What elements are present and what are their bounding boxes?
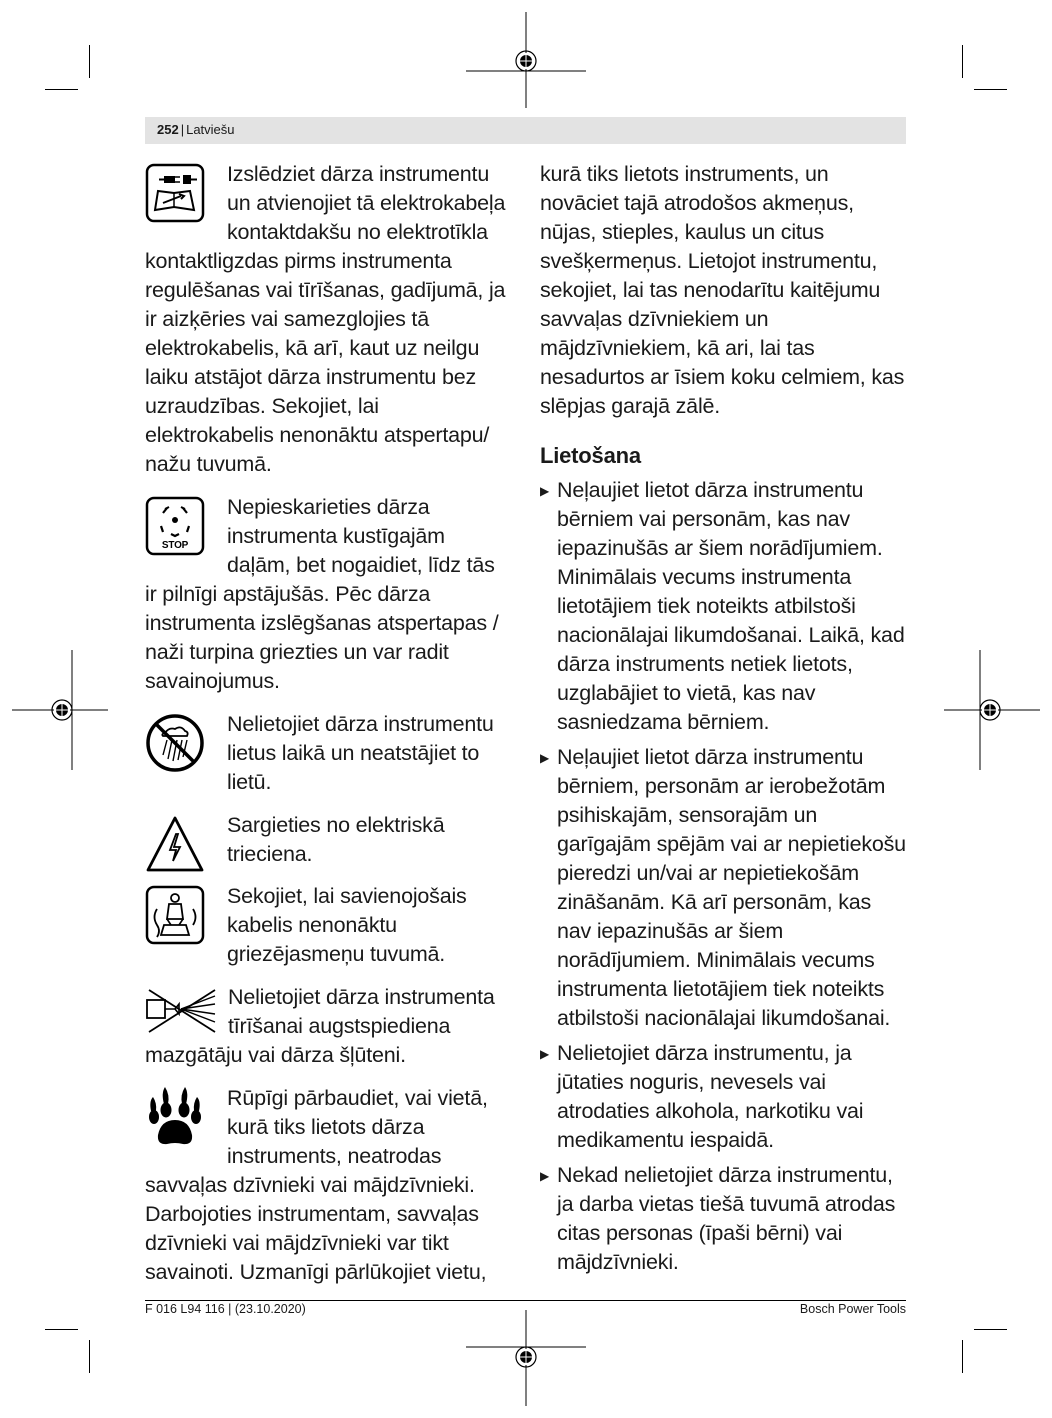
header-text xyxy=(157,122,235,137)
crop-mark xyxy=(45,1329,78,1330)
cable-text: Sekojiet, lai savienojošais kabelis nenonāktu griezējasmeņu tuvumā. xyxy=(227,884,467,966)
paw-icon xyxy=(145,1087,205,1147)
footer-brand: Bosch Power Tools xyxy=(799,1302,906,1316)
unplug-manual-icon xyxy=(145,163,205,223)
section-heading: Lietošana xyxy=(540,443,641,468)
animals-section xyxy=(145,1084,510,1287)
continuation-text: kurā tiks lietots instruments, un novāciet tajā atrodošos akmeņus, nūjas, stieples, kaulus un citus svešķermeņus. Lietojot instrumentu, sekojiet, lai tas nenodarītu kaitējumu savvaļas dzīvniekiem un mājdzīvniekiem, kā ari, lai tas nesadurtos ar īsiem koku celmiem, kas slēpjas garajā zālē. xyxy=(540,162,905,418)
electric-shock-text: Sargieties no elektriskā trieciena. xyxy=(227,813,445,866)
cable-operator-icon xyxy=(145,885,205,945)
crop-mark xyxy=(45,89,78,90)
page-header xyxy=(145,117,906,144)
moving-parts-text: Nepieskarieties dārza instrumenta kustīgajām daļām, bet nogaidiet, līdz tās ir pilnīgi apstājušās. Pēc dārza instrumenta izslēgšanas atspertapas / naži turpina griezties un var radit savainojumus. xyxy=(145,495,499,693)
list-item: ▶ Nekad nelietojiet dārza instrumentu, ja darba vietas tiešā tuvumā atrodas citas personas (īpaši bērni) vai mājdzīvnieki. xyxy=(540,1161,906,1277)
list-item: ▶ Neļaujiet lietot dārza instrumentu bērniem vai personām, kas nav iepazinušās ar šiem norādījumiem. Minimālais vecums instrumenta lietotājiem tiek noteikts atbilstoši nacionālajai likumdošanai. Laikā, kad dārza instruments netiek lietots, uzglabājiet to vietā, kas nav sasniedzama bērniem. xyxy=(540,476,906,737)
registration-mark-left xyxy=(12,650,108,770)
header-separator: | xyxy=(180,122,185,137)
unplug-text: Izslēdziet dārza instrumentu un atvienojiet tā elektrokabeļa kontaktdakšu no elektrotīkla kontaktligzdas pirms instrumenta regulēšanas vai tīrīšanas, gadījumā, ja ir aizķēries vai samezglojies tā elektrokabelis, kā arī, kaut uz neilgu laiku atstājot dārza instrumentu bez uzraudzības. Sekojiet, lai elektrokabelis nenonāktu atspertapu/ nažu tuvumā. xyxy=(145,162,506,476)
no-rain-icon xyxy=(145,713,205,773)
animals-text: Rūpīgi pārbaudiet, vai vietā, kurā tiks lietots dārza instruments, neatrodas savvaļas dzīvnieki vai mājdzīvnieki. Darbojoties instrumentam, savvaļas dzīvnieki vai mājdzīvnieki var tikt savainoti. Uzmanīgi pārlūkojiet vietu, xyxy=(145,1086,488,1284)
list-item: ▶ Nelietojiet dārza instrumentu, ja jūtaties noguris, nevesels vai atrodaties alkohola, narkotiku vai medikamentu iespaidā. xyxy=(540,1039,906,1155)
registration-mark-bottom xyxy=(466,1310,586,1406)
list-item: ▶ Neļaujiet lietot dārza instrumentu bērniem, personām ar ierobežotām psihiskajām, sensorajām un garīgajām spējām vai ar nepietiekošu pieredzi un/vai ar nepietiekošām zināšanām. Kā arī personām, kas nav iepazinušās ar šiem norādījumiem. Minimālais vecums instrumenta lietotājiem tiek noteikts atbilstoši nacionālajai likumdošanai. xyxy=(540,743,906,1033)
electric-shock-section xyxy=(145,811,510,876)
page-number: 252 xyxy=(157,122,179,137)
crop-mark xyxy=(89,1340,90,1373)
crop-mark xyxy=(962,1340,963,1373)
moving-parts-section xyxy=(145,493,510,696)
footer-doc-id: F 016 L94 116 | (23.10.2020) xyxy=(145,1302,306,1316)
left-column xyxy=(145,160,510,1301)
crop-mark xyxy=(974,89,1007,90)
footer-divider xyxy=(145,1300,906,1301)
header-language: Latviešu xyxy=(186,122,235,137)
rain-text: Nelietojiet dārza instrumentu lietus laikā un neatstājiet to lietū. xyxy=(227,712,494,794)
cable-section xyxy=(145,882,510,969)
crop-mark xyxy=(962,45,963,78)
usage-bullet-list xyxy=(540,476,906,1277)
rain-section xyxy=(145,710,510,797)
registration-mark-right xyxy=(944,650,1040,770)
washer-section xyxy=(145,983,510,1070)
crop-mark xyxy=(974,1329,1007,1330)
crop-mark xyxy=(89,45,90,78)
washer-text: Nelietojiet dārza instrumenta tīrīšanai augstspiediena mazgātāju vai dārza šļūteni. xyxy=(145,985,495,1067)
unplug-section xyxy=(145,160,510,479)
stop-label: STOP xyxy=(161,540,189,551)
no-pressure-washer-icon xyxy=(145,986,217,1036)
right-column xyxy=(540,160,906,1283)
registration-mark-top xyxy=(466,12,586,108)
stop-rotating-icon xyxy=(145,496,205,556)
electric-shock-icon xyxy=(145,814,205,874)
